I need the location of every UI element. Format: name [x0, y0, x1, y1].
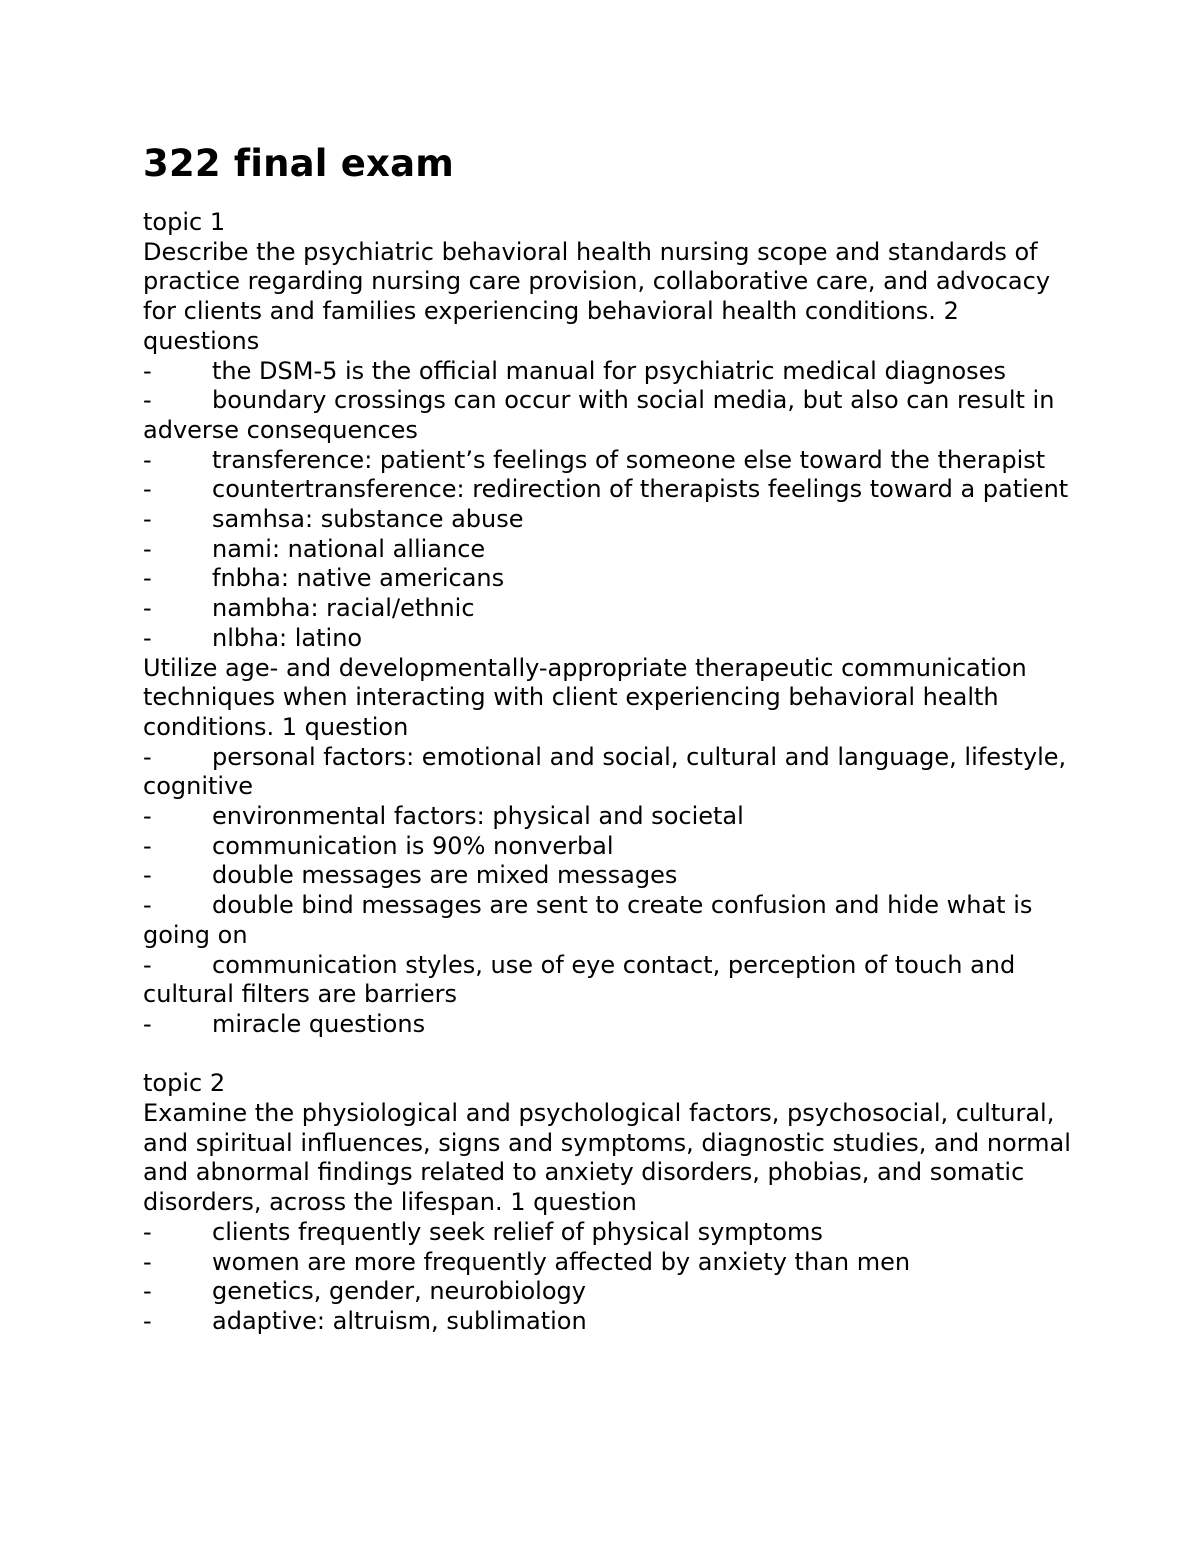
bullet-text: personal factors: emotional and social, cultural and language, lifestyle, cognitive [143, 742, 1067, 801]
bullet-text: countertransference: redirection of therapists feelings toward a patient [212, 475, 1069, 504]
learning-objective: Utilize age- and developmentally-appropriate therapeutic communication techniques when interacting with client experiencing behavioral health conditions. 1 question [143, 653, 1035, 741]
bullet-item: - nami: national alliance [143, 535, 1073, 565]
bullet-text: environmental factors: physical and societal [212, 802, 744, 831]
bullet-item: - communication is 90% nonverbal [143, 832, 1073, 862]
bullet-item: - environmental factors: physical and societal [143, 802, 1073, 832]
bullet-item: - the DSM-5 is the official manual for psychiatric medical diagnoses [143, 357, 1073, 387]
document-page [143, 140, 1079, 1337]
topic-heading: topic 1 [143, 208, 226, 236]
bullet-text: communication styles, use of eye contact, perception of touch and cultural filters are barriers [143, 950, 1016, 1009]
bullet-item: - countertransference: redirection of therapists feelings toward a patient [143, 475, 1073, 505]
topic-section [143, 1069, 1079, 1336]
topic-heading: topic 2 [143, 1069, 226, 1098]
section-spacer [143, 1040, 1073, 1070]
bullet-text: boundary crossings can occur with social media, but also can result in adverse consequences [143, 386, 1055, 444]
bullet-text: transference: patient’s feelings of someone else toward the therapist [212, 445, 1046, 474]
bullet-text: nambha: racial/ethnic [212, 594, 475, 623]
bullet-text: women are more frequently affected by anxiety than men [212, 1247, 911, 1276]
bullet-item: - communication styles, use of eye contact, perception of touch and cultural filters are barriers [143, 951, 1073, 1010]
bullet-item: - genetics, gender, neurobiology [143, 1277, 1073, 1307]
learning-objective: Examine the physiological and psychological factors, psychosocial, cultural, and spiritual influences, signs and symptoms, diagnostic studies, and normal and abnormal findings related to anxiety disorders, phobias, and somatic disorders, across the lifespan. 1 question [143, 1099, 1079, 1217]
bullet-text: genetics, gender, neurobiology [212, 1277, 586, 1306]
bullet-text: miracle questions [212, 1009, 426, 1038]
learning-objective: Describe the psychiatric behavioral health nursing scope and standards of practice regarding nursing care provision, collaborative care, and advocacy for clients and families experiencing behavioral health conditions. 2 questions [143, 237, 1058, 355]
bullet-text: double messages are mixed messages [212, 861, 678, 890]
bullet-item: - nambha: racial/ethnic [143, 594, 1073, 624]
bullet-text: clients frequently seek relief of physical symptoms [212, 1217, 823, 1246]
bullet-item: - miracle questions [143, 1010, 1073, 1040]
bullet-text: double bind messages are sent to create confusion and hide what is going on [143, 891, 1033, 949]
bullet-text: communication is 90% nonverbal [212, 831, 614, 860]
bullet-item: - nlbha: latino [143, 624, 1073, 654]
bullet-item: - women are more frequently affected by anxiety than men [143, 1248, 1073, 1278]
bullet-text: nami: national alliance [212, 534, 486, 563]
bullet-item: - double messages are mixed messages [143, 861, 1073, 891]
document-title: 322 final exam [143, 142, 455, 185]
bullet-text: samhsa: substance abuse [212, 505, 524, 534]
topic-section [143, 208, 1073, 1040]
bullet-text: adaptive: altruism, sublimation [212, 1307, 587, 1335]
bullet-item: - samhsa: substance abuse [143, 505, 1073, 535]
bullet-item: - boundary crossings can occur with social media, but also can result in adverse consequences [143, 386, 1073, 445]
bullet-text: fnbha: native americans [212, 564, 505, 593]
bullet-item: - double bind messages are sent to create confusion and hide what is going on [143, 891, 1073, 950]
bullet-item: - clients frequently seek relief of physical symptoms [143, 1218, 1073, 1248]
bullet-text: the DSM-5 is the official manual for psychiatric medical diagnoses [212, 356, 1006, 385]
bullet-item: - adaptive: altruism, sublimation [143, 1307, 1073, 1337]
bullet-item: - fnbha: native americans [143, 564, 1073, 594]
bullet-item: - personal factors: emotional and social, cultural and language, lifestyle, cognitive [143, 743, 1073, 802]
bullet-item: - transference: patient’s feelings of someone else toward the therapist [143, 446, 1073, 476]
bullet-text: nlbha: latino [212, 623, 363, 652]
document-body [143, 208, 1079, 1337]
